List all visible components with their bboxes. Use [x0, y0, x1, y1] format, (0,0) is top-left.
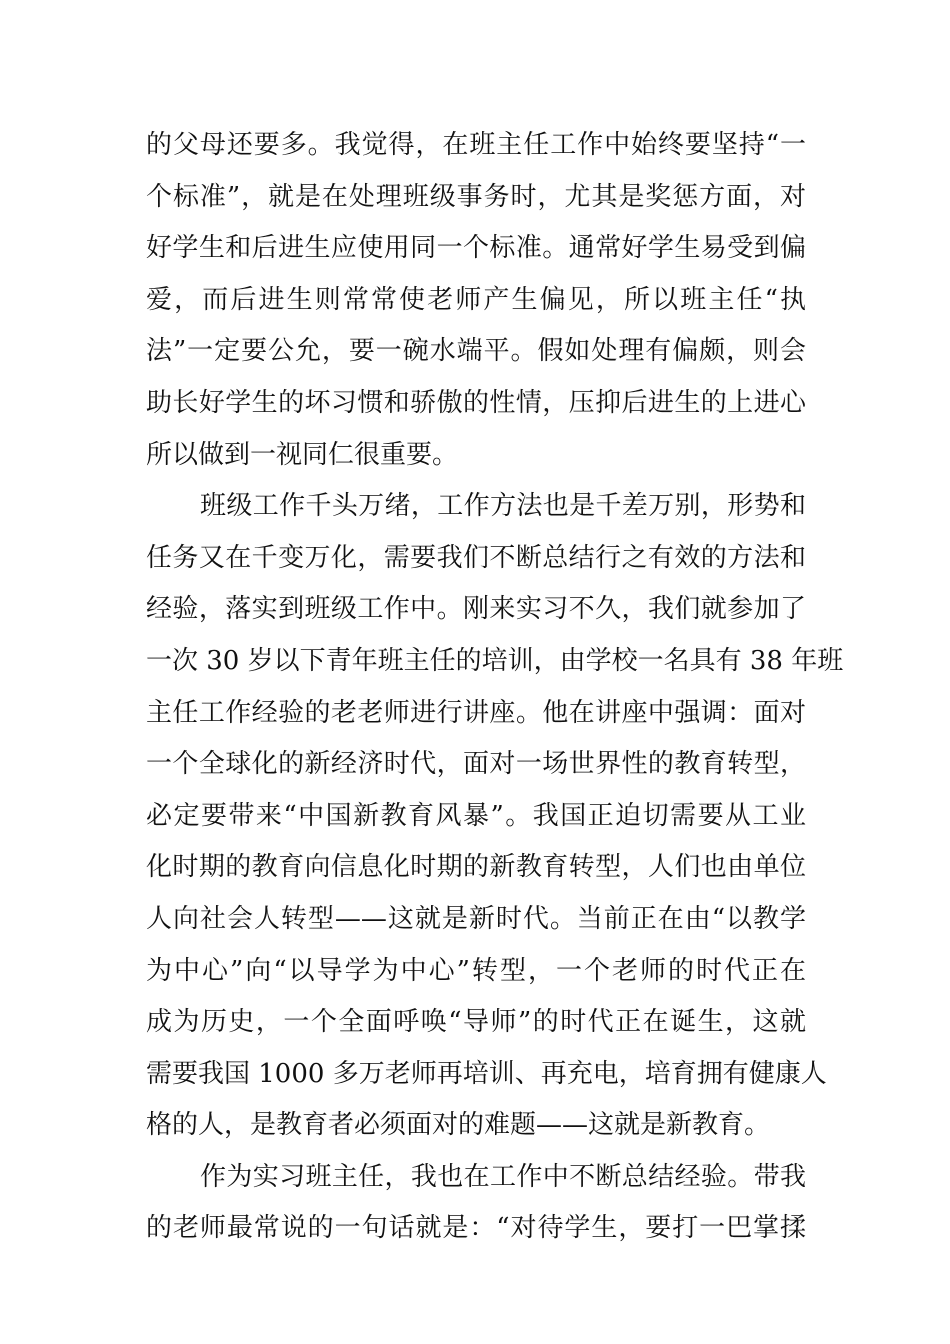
- text-line: 任务又在千变万化，需要我们不断总结行之有效的方法和: [146, 542, 806, 573]
- text-line: 爱，而后进生则常常使老师产生偏见，所以班主任“执: [146, 284, 806, 315]
- text-line: 化时期的教育向信息化时期的新教育转型，人们也由单位: [146, 852, 806, 883]
- text-line: 人向社会人转型——这就是新时代。当前正在由“以教学: [146, 903, 806, 934]
- paragraph-first-line: 作为实习班主任，我也在工作中不断总结经验。带我: [200, 1161, 806, 1192]
- text-line: 经验，落实到班级工作中。刚来实习不久，我们就参加了: [146, 594, 806, 625]
- text-line: 助长好学生的坏习惯和骄傲的性情，压抑后进生的上进心: [146, 387, 806, 418]
- text-line: 个标准”，就是在处理班级事务时，尤其是奖惩方面，对: [146, 181, 806, 212]
- text-line: 为中心”向“以导学为中心”转型，一个老师的时代正在: [146, 955, 806, 986]
- text-line: 好学生和后进生应使用同一个标准。通常好学生易受到偏: [146, 233, 806, 264]
- paragraph-first-line: 班级工作千头万绪，工作方法也是千差万别，形势和: [200, 491, 806, 522]
- text-line: 所以做到一视同仁很重要。: [146, 439, 459, 470]
- text-line: 的老师最常说的一句话就是：“对待学生，要打一巴掌揉: [146, 1213, 806, 1244]
- text-line: 一次 30 岁以下青年班主任的培训，由学校一名具有 38 年班: [146, 645, 844, 676]
- text-line: 的父母还要多。我觉得，在班主任工作中始终要坚持“一: [146, 130, 806, 160]
- text-line: 格的人，是教育者必须面对的难题——这就是新教育。: [146, 1110, 771, 1141]
- body-text: [146, 120, 844, 1255]
- text-line: 成为历史，一个全面呼唤“导师”的时代正在诞生，这就: [146, 1007, 806, 1038]
- text-line: 法”一定要公允，要一碗水端平。假如处理有偏颇，则会: [146, 336, 806, 367]
- text-line: 必定要带来“中国新教育风暴”。我国正迫切需要从工业: [146, 800, 806, 831]
- text-line: 一个全球化的新经济时代，面对一场世界性的教育转型，: [146, 749, 806, 780]
- text-line: 主任工作经验的老老师进行讲座。他在讲座中强调：面对: [146, 697, 806, 728]
- text-line: 需要我国 1000 多万老师再培训、再充电，培育拥有健康人: [146, 1058, 827, 1089]
